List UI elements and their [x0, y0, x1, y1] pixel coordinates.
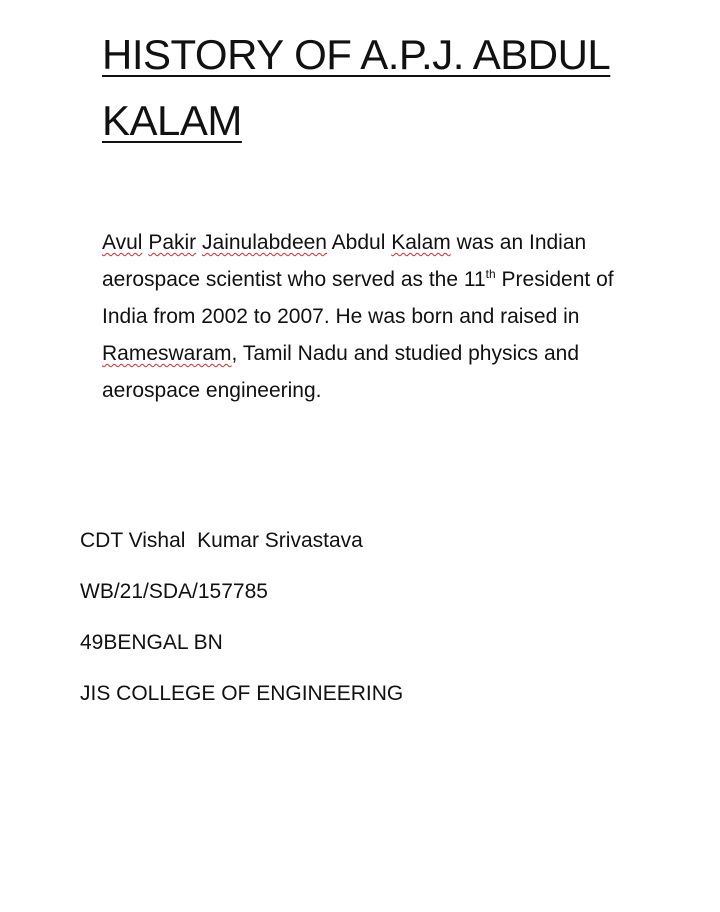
name-word-kalam: Kalam	[391, 231, 451, 254]
paragraph-text-segment: Abdul	[331, 231, 386, 254]
page-title: HISTORY OF A.P.J. ABDUL KALAM	[102, 31, 611, 144]
institution-name: JIS COLLEGE OF ENGINEERING	[80, 682, 404, 705]
paragraph-text-segment: , Tamil Nadu and studied physics and aerospace engineering.	[102, 342, 580, 402]
name-word-avul: Avul	[102, 231, 143, 254]
author-name: CDT Vishal Kumar Srivastava	[80, 529, 363, 552]
body-paragraph	[102, 224, 662, 409]
name-word-pakir: Pakir	[148, 231, 197, 254]
name-word-jainulabdeen: Jainulabdeen	[202, 231, 327, 254]
regimental-number: WB/21/SDA/157785	[80, 580, 268, 603]
place-word-rameswaram: Rameswaram	[102, 342, 232, 365]
ordinal-superscript: th	[485, 267, 496, 281]
paragraph-text-segment: President of India from 2002 to 2007. He was born and raised in	[102, 268, 614, 328]
unit-name: 49BENGAL BN	[80, 631, 223, 654]
paragraph-text-segment: was an Indian aerospace scientist who served as the 11	[102, 231, 587, 291]
